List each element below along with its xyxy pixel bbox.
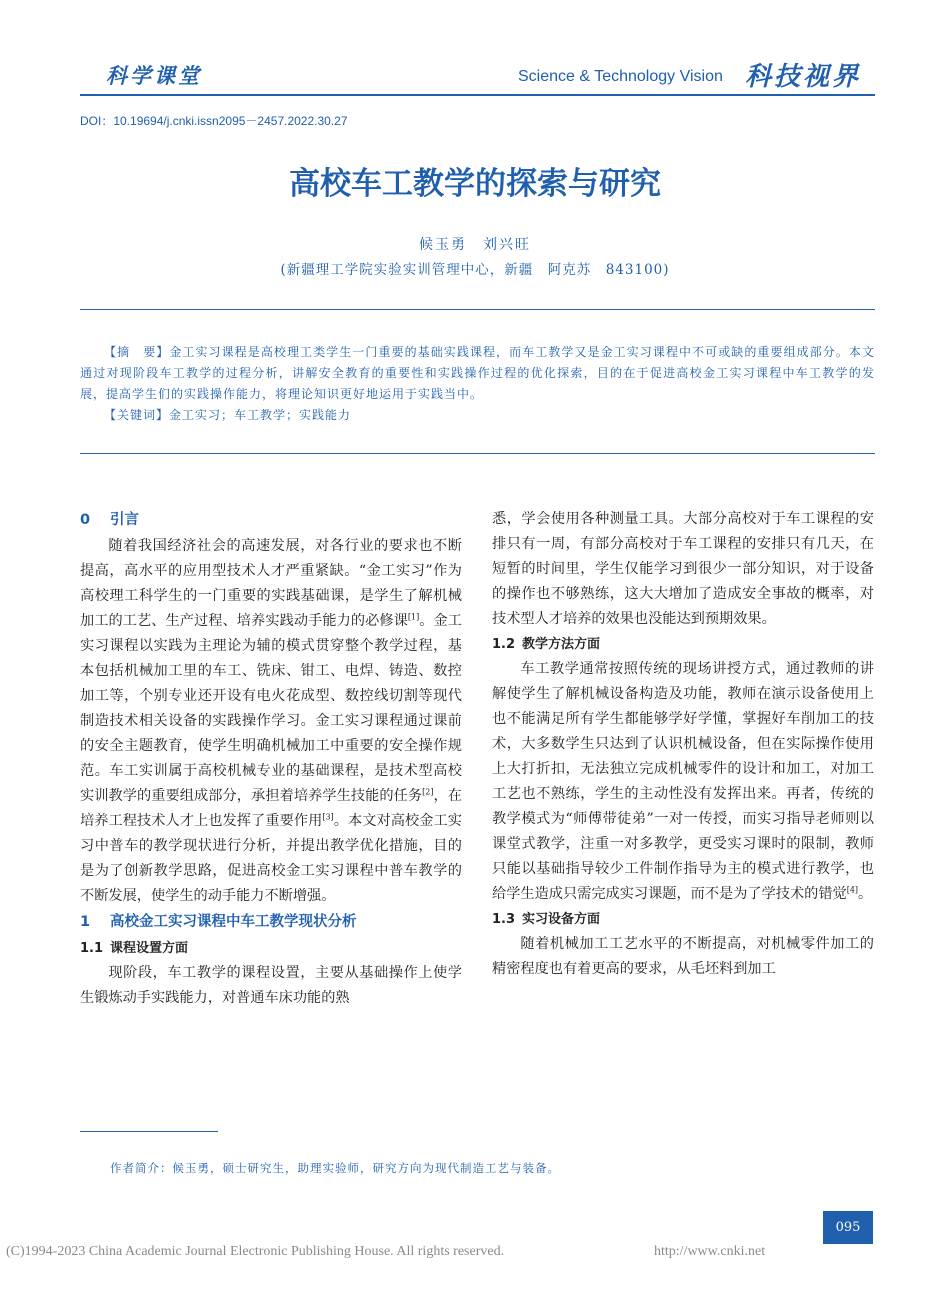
citation-4: [4]	[846, 885, 859, 895]
paragraph-1-2: 车工教学通常按照传统的现场讲授方式，通过教师的讲解使学生了解机械设备构造及功能，教师在演示设备使用上也不能满足所有学生都能够学好学懂，掌握好车削加工的技术，大多数学生只达到了认识机械设备，但在实际操作使用上大打折扣，无法独立完成机械零件的设计和加工，对加工工艺也不熟练，学生的主动性没有发挥出来。再者，传统的教学模式为“师傅带徒弟”一对一传授，而实习指导老师则以课堂式教学，注重一对多教学，更受实习课时的限制，教师只能以基础指导较少工件制作指导为主的模式进行教学，也给学生造成只需完成实习课题，而不是为了学技术的错觉[4]。	[492, 661, 874, 902]
journal-name-cn: 科技视界	[745, 62, 862, 92]
left-column	[80, 507, 462, 1011]
abstract-block	[80, 342, 875, 426]
header-divider	[80, 94, 875, 96]
abstract-bottom-rule	[80, 453, 875, 454]
paragraph-1-1: 现阶段，车工教学的课程设置，主要从基础操作上使学生锻炼动手实践能力，对普通车床功能的熟	[80, 965, 462, 1006]
citation-3: [3]	[322, 812, 334, 822]
abstract-text: 金工实习课程是高校理工类学生一门重要的基础实践课程，而车工教学又是金工实习课程中不可或缺的重要组成部分。本文通过对现阶段车工教学的过程分析，讲解安全教育的重要性和实践操作过程的优化探索，目的在于促进高校金工实习课程中车工教学的发展，提高学生们的实践操作能力，将理论知识更好地运用于实践当中。	[80, 345, 875, 401]
paragraph-1-3: 随着机械加工工艺水平的不断提高，对机械零件加工的精密程度也有着更高的要求，从毛坯料到加工	[492, 936, 874, 977]
page-number: 095	[823, 1211, 873, 1244]
keywords-text: 金工实习；车工教学；实践能力	[169, 408, 352, 422]
journal-name-en: Science & Technology Vision	[518, 68, 723, 85]
paragraph-1-1-continued: 悉，学会使用各种测量工具。大部分高校对于车工课程的安排只有一周，有部分高校对于车工课程的安排只有几天，在短暂的时间里，学生仅能学习到很少一部分知识，对于设备的操作也不够熟练，这大大增加了造成安全事故的概率，对技术型人才培养的效果也没能达到预期效果。	[492, 511, 874, 627]
author-footnote: 作者简介：候玉勇，硕士研究生，助理实验师，研究方向为现代制造工艺与装备。	[110, 1161, 560, 1175]
section-heading-0: 0 引言	[80, 512, 139, 528]
subsection-heading-1-3: 1.3 实习设备方面	[492, 912, 601, 927]
authors: 候玉勇 刘兴旺	[419, 237, 531, 253]
journal-section-title: 科学课堂	[106, 64, 202, 88]
right-column	[492, 507, 874, 982]
section-heading-1: 1 高校金工实习课程中车工教学现状分析	[80, 914, 357, 930]
paper-title: 高校车工教学的探索与研究	[289, 166, 661, 202]
copyright-text: (C)1994-2023 China Academic Journal Electronic Publishing House. All rights reserved.	[6, 1244, 505, 1259]
keywords	[80, 405, 875, 426]
affiliation: (新疆理工学院实验实训管理中心，新疆 阿克苏 843100)	[280, 262, 670, 278]
doi: DOI：10.19694/j.cnki.issn2095－2457.2022.30.27	[80, 114, 348, 128]
keywords-label: 【关键词】	[104, 408, 170, 422]
cnki-url: http://www.cnki.net	[654, 1244, 766, 1259]
subsection-heading-1-2: 1.2 教学方法方面	[492, 637, 601, 652]
citation-1: [1]	[407, 612, 420, 622]
footnote-divider	[80, 1131, 218, 1132]
citation-2: [2]	[422, 787, 434, 797]
abstract-label: 【摘 要】	[104, 345, 170, 359]
paragraph-intro: 随着我国经济社会的高速发展，对各行业的要求也不断提高，高水平的应用型技术人才严重紧缺。“金工实习”作为高校理工科学生的一门重要的实践基础课，是学生了解机械加工的工艺、生产过程、培养实践动手能力的必修课[1]。金工实习课程以实践为主理论为辅的模式贯穿整个教学过程，基本包括机械加工里的车工、铣床、钳工、电焊、铸造、数控加工等，个别专业还开设有电火花成型、数控线切割等现代制造技术相关设备的实践操作学习。金工实习课程通过课前的安全主题教育，使学生明确机械加工中重要的安全操作规范。车工实训属于高校机械专业的基础课程，是技术型高校实训教学的重要组成部分，承担着培养学生技能的任务[2]，在培养工程技术人才上也发挥了重要作用[3]。本文对高校金工实习中普车的教学现状进行分析，并提出教学优化措施，目的是为了创新教学思路，促进高校金工实习课程中普车教学的不断发展，使学生的动手能力不断增强。	[80, 538, 462, 904]
subsection-heading-1-1: 1.1 课程设置方面	[80, 941, 189, 956]
abstract-top-rule	[80, 309, 875, 310]
abstract	[80, 342, 875, 405]
